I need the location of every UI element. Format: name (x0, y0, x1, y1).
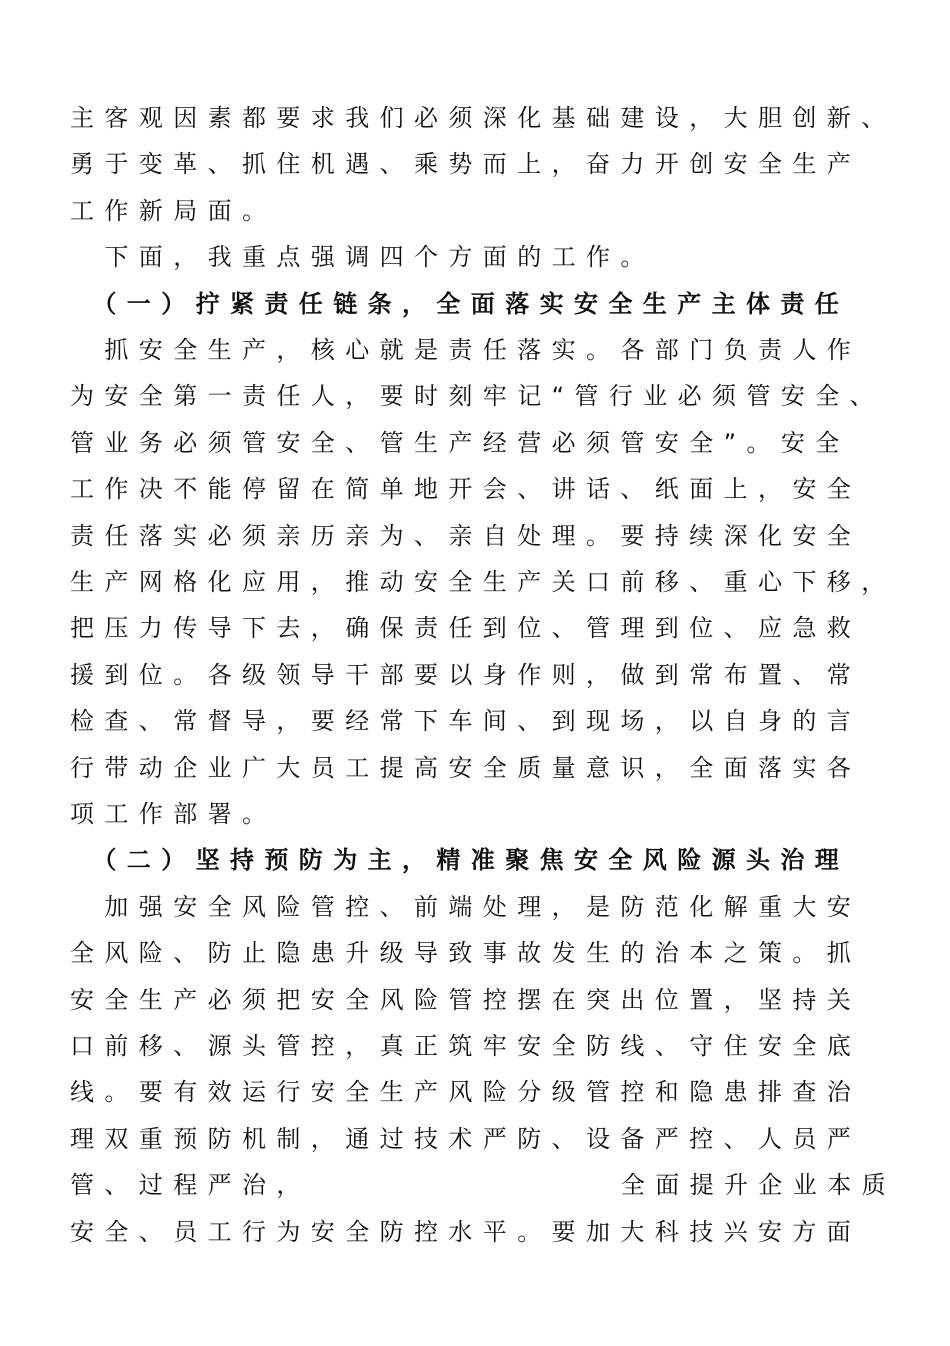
text-line (70, 1169, 896, 1201)
text-line: 安全、员工行为安全防控水平。要加大科技兴安方面 (70, 1218, 862, 1246)
text-line: 口前移、源头管控，真正筑牢安全防线、守住安全底 (70, 1032, 862, 1060)
text-line: 生产网格化应用，推动安全生产关口前移、重心下移， (70, 568, 896, 596)
text-line: 项工作部署。 (70, 800, 277, 828)
text-line: 责任落实必须亲历亲为、亲自处理。要持续深化安全 (70, 522, 862, 550)
text-line: 管业务必须管安全、管生产经营必须管安全”。安全 (70, 429, 850, 457)
text-fragment: 全面提升企业本质 (620, 1171, 897, 1199)
text-line: 安全生产必须把安全风险管控摆在突出位置，坚持关 (70, 986, 862, 1014)
text-line: 下面，我重点强调四个方面的工作。 (70, 243, 655, 271)
text-line: 理双重预防机制，通过技术严防、设备严控、人员严 (70, 1125, 862, 1153)
text-line: 主客观因素都要求我们必须深化基础建设，大胆创新、 (70, 104, 896, 132)
text-line: 抓安全生产，核心就是责任落实。各部门负责人作 (70, 336, 862, 364)
section-heading-1: （一）拧紧责任链条，全面落实安全生产主体责任 (70, 290, 850, 318)
section-heading-2: （二）坚持预防为主，精准聚焦安全风险源头治理 (70, 846, 850, 874)
text-line: 线。要有效运行安全生产风险分级管控和隐患排查治 (70, 1078, 862, 1106)
text-line: 勇于变革、抓住机遇、乘势而上，奋力开创安全生产 (70, 150, 862, 178)
text-line: 加强安全风险管控、前端处理，是防范化解重大安 (70, 893, 862, 921)
text-line: 全风险、防止隐患升级导致事故发生的治本之策。抓 (70, 939, 862, 967)
text-line: 把压力传导下去，确保责任到位、管理到位、应急救 (70, 614, 862, 642)
text-line: 为安全第一责任人，要时刻牢记“管行业必须管安全、 (70, 382, 885, 410)
text-line: 工作决不能停留在简单地开会、讲话、纸面上，安全 (70, 475, 862, 503)
text-fragment: 管、过程严治， (70, 1171, 311, 1199)
text-line: 工作新局面。 (70, 197, 277, 225)
text-line: 援到位。各级领导干部要以身作则，做到常布置、常 (70, 661, 862, 689)
text-line: 检查、常督导，要经常下车间、到现场，以自身的言 (70, 707, 862, 735)
text-line: 行带动企业广大员工提高安全质量意识，全面落实各 (70, 754, 862, 782)
